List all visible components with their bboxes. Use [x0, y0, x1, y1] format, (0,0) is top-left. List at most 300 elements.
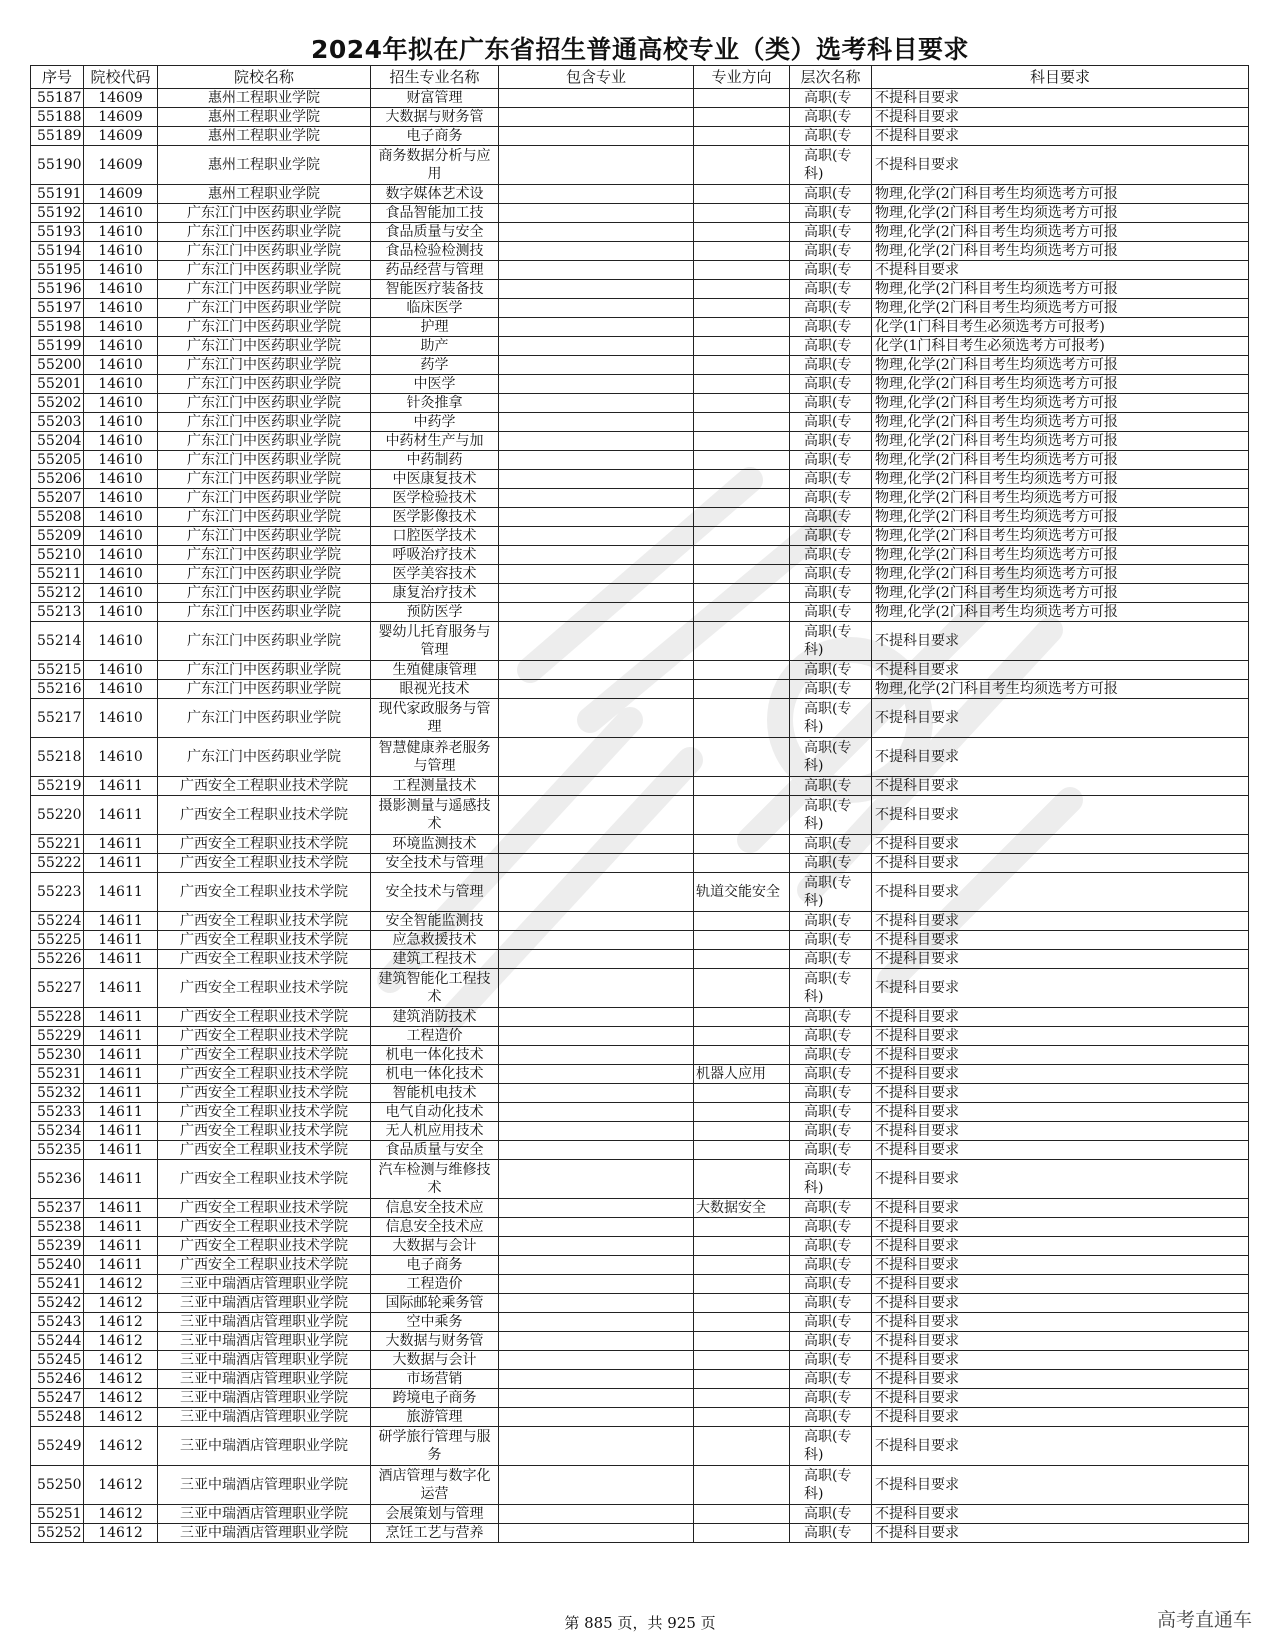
- cell-major: 烹饪工艺与营养: [371, 1524, 499, 1543]
- cell-seq: 55249: [31, 1427, 84, 1466]
- cell-include: [499, 969, 694, 1008]
- cell-direction: [694, 108, 790, 127]
- cell-code: 14611: [84, 1256, 158, 1275]
- cell-subject: 不提科目要求: [872, 738, 1249, 777]
- cell-school: 三亚中瑞酒店管理职业学院: [158, 1524, 371, 1543]
- cell-subject: 不提科目要求: [872, 1370, 1249, 1389]
- cell-code: 14612: [84, 1294, 158, 1313]
- requirements-table: [30, 65, 1249, 1543]
- cell-major: 中药材生产与加: [371, 432, 499, 451]
- cell-include: [499, 1351, 694, 1370]
- cell-school: 广东江门中医药职业学院: [158, 299, 371, 318]
- cell-include: [499, 1008, 694, 1027]
- cell-direction: [694, 451, 790, 470]
- cell-direction: [694, 299, 790, 318]
- table-row: [31, 527, 1249, 546]
- cell-direction: [694, 1408, 790, 1427]
- table-row: [31, 931, 1249, 950]
- cell-level: 高职(专: [790, 89, 872, 108]
- cell-school: 广东江门中医药职业学院: [158, 508, 371, 527]
- cell-code: 14610: [84, 261, 158, 280]
- cell-subject: 物理,化学(2门科目考生均须选考方可报: [872, 584, 1249, 603]
- table-row: [31, 661, 1249, 680]
- table-row: [31, 622, 1249, 661]
- cell-seq: 55233: [31, 1103, 84, 1122]
- cell-seq: 55223: [31, 873, 84, 912]
- cell-school: 三亚中瑞酒店管理职业学院: [158, 1505, 371, 1524]
- cell-seq: 55188: [31, 108, 84, 127]
- cell-seq: 55250: [31, 1466, 84, 1505]
- cell-subject: 不提科目要求: [872, 1256, 1249, 1275]
- cell-major: 口腔医学技术: [371, 527, 499, 546]
- cell-code: 14612: [84, 1389, 158, 1408]
- cell-code: 14611: [84, 854, 158, 873]
- cell-major: 信息安全技术应: [371, 1218, 499, 1237]
- cell-code: 14612: [84, 1370, 158, 1389]
- cell-code: 14612: [84, 1466, 158, 1505]
- cell-seq: 55217: [31, 699, 84, 738]
- cell-subject: 物理,化学(2门科目考生均须选考方可报: [872, 680, 1249, 699]
- table-row: [31, 835, 1249, 854]
- cell-level: 高职(专: [790, 1313, 872, 1332]
- table-row: [31, 1313, 1249, 1332]
- cell-code: 14610: [84, 242, 158, 261]
- cell-seq: 55192: [31, 204, 84, 223]
- cell-include: [499, 796, 694, 835]
- cell-level: 高职(专: [790, 337, 872, 356]
- cell-major: 食品智能加工技: [371, 204, 499, 223]
- cell-major: 智能机电技术: [371, 1084, 499, 1103]
- cell-major: 旅游管理: [371, 1408, 499, 1427]
- cell-school: 广东江门中医药职业学院: [158, 356, 371, 375]
- cell-subject: 不提科目要求: [872, 261, 1249, 280]
- cell-include: [499, 394, 694, 413]
- cell-level: 高职(专: [790, 931, 872, 950]
- table-row: [31, 432, 1249, 451]
- header-code: 院校代码: [84, 66, 158, 89]
- cell-subject: 物理,化学(2门科目考生均须选考方可报: [872, 489, 1249, 508]
- cell-direction: 机器人应用: [694, 1065, 790, 1084]
- cell-level: 高职(专: [790, 127, 872, 146]
- cell-subject: 不提科目要求: [872, 1065, 1249, 1084]
- cell-subject: 不提科目要求: [872, 1141, 1249, 1160]
- cell-major: 中药学: [371, 413, 499, 432]
- cell-code: 14610: [84, 299, 158, 318]
- cell-include: [499, 127, 694, 146]
- cell-subject: 不提科目要求: [872, 1351, 1249, 1370]
- cell-code: 14611: [84, 1218, 158, 1237]
- cell-seq: 55220: [31, 796, 84, 835]
- cell-include: [499, 1313, 694, 1332]
- cell-include: [499, 1027, 694, 1046]
- cell-seq: 55227: [31, 969, 84, 1008]
- cell-code: 14611: [84, 912, 158, 931]
- cell-include: [499, 1046, 694, 1065]
- table-row: [31, 1084, 1249, 1103]
- cell-major: 会展策划与管理: [371, 1505, 499, 1524]
- cell-level: 高职(专: [790, 489, 872, 508]
- cell-level: 高职(专: [790, 413, 872, 432]
- cell-major: 大数据与财务管: [371, 1332, 499, 1351]
- cell-direction: [694, 1218, 790, 1237]
- cell-level: 高职(专: [790, 108, 872, 127]
- cell-direction: [694, 337, 790, 356]
- table-row: [31, 489, 1249, 508]
- header-subject: 科目要求: [872, 66, 1249, 89]
- cell-code: 14609: [84, 146, 158, 185]
- cell-direction: [694, 318, 790, 337]
- cell-direction: [694, 1275, 790, 1294]
- table-row: [31, 912, 1249, 931]
- cell-include: [499, 1141, 694, 1160]
- cell-code: 14612: [84, 1524, 158, 1543]
- cell-school: 广西安全工程职业技术学院: [158, 1084, 371, 1103]
- cell-level: 高职(专: [790, 1505, 872, 1524]
- cell-subject: 不提科目要求: [872, 1427, 1249, 1466]
- cell-level: 高职(专: [790, 508, 872, 527]
- cell-major: 呼吸治疗技术: [371, 546, 499, 565]
- cell-subject: 不提科目要求: [872, 1332, 1249, 1351]
- cell-seq: 55219: [31, 777, 84, 796]
- cell-subject: 化学(1门科目考生必须选考方可报考): [872, 318, 1249, 337]
- cell-include: [499, 546, 694, 565]
- header-school: 院校名称: [158, 66, 371, 89]
- cell-major: 机电一体化技术: [371, 1046, 499, 1065]
- cell-code: 14610: [84, 489, 158, 508]
- cell-level: 高职(专: [790, 1256, 872, 1275]
- cell-direction: [694, 1256, 790, 1275]
- cell-direction: [694, 661, 790, 680]
- table-row: [31, 1199, 1249, 1218]
- cell-include: [499, 1103, 694, 1122]
- cell-subject: 物理,化学(2门科目考生均须选考方可报: [872, 432, 1249, 451]
- cell-subject: 不提科目要求: [872, 969, 1249, 1008]
- cell-code: 14610: [84, 699, 158, 738]
- cell-major: 信息安全技术应: [371, 1199, 499, 1218]
- cell-direction: [694, 1524, 790, 1543]
- cell-code: 14612: [84, 1408, 158, 1427]
- cell-level: 高职(专: [790, 261, 872, 280]
- cell-seq: 55216: [31, 680, 84, 699]
- cell-code: 14611: [84, 1103, 158, 1122]
- cell-level: 高职(专科): [790, 699, 872, 738]
- table-row: [31, 261, 1249, 280]
- cell-direction: [694, 489, 790, 508]
- cell-direction: [694, 546, 790, 565]
- cell-major: 安全智能监测技: [371, 912, 499, 931]
- table-row: [31, 299, 1249, 318]
- cell-subject: 物理,化学(2门科目考生均须选考方可报: [872, 470, 1249, 489]
- table-row: [31, 1294, 1249, 1313]
- cell-seq: 55212: [31, 584, 84, 603]
- cell-school: 广东江门中医药职业学院: [158, 622, 371, 661]
- cell-major: 中药制药: [371, 451, 499, 470]
- cell-major: 汽车检测与维修技术: [371, 1160, 499, 1199]
- cell-level: 高职(专: [790, 777, 872, 796]
- cell-school: 广东江门中医药职业学院: [158, 318, 371, 337]
- cell-include: [499, 1332, 694, 1351]
- cell-subject: 不提科目要求: [872, 661, 1249, 680]
- cell-direction: [694, 1122, 790, 1141]
- cell-major: 国际邮轮乘务管: [371, 1294, 499, 1313]
- cell-subject: 不提科目要求: [872, 1008, 1249, 1027]
- cell-major: 电气自动化技术: [371, 1103, 499, 1122]
- cell-subject: 不提科目要求: [872, 1027, 1249, 1046]
- cell-major: 护理: [371, 318, 499, 337]
- cell-direction: [694, 565, 790, 584]
- cell-major: 智能医疗装备技: [371, 280, 499, 299]
- cell-level: 高职(专: [790, 1351, 872, 1370]
- cell-seq: 55225: [31, 931, 84, 950]
- cell-subject: 不提科目要求: [872, 1237, 1249, 1256]
- cell-subject: 不提科目要求: [872, 1122, 1249, 1141]
- cell-school: 广东江门中医药职业学院: [158, 489, 371, 508]
- cell-code: 14610: [84, 451, 158, 470]
- cell-seq: 55194: [31, 242, 84, 261]
- table-row: [31, 1046, 1249, 1065]
- cell-direction: [694, 931, 790, 950]
- cell-direction: [694, 356, 790, 375]
- cell-subject: 不提科目要求: [872, 127, 1249, 146]
- cell-code: 14611: [84, 796, 158, 835]
- cell-major: 电子商务: [371, 127, 499, 146]
- cell-subject: 物理,化学(2门科目考生均须选考方可报: [872, 413, 1249, 432]
- cell-level: 高职(专: [790, 1524, 872, 1543]
- cell-include: [499, 318, 694, 337]
- cell-seq: 55200: [31, 356, 84, 375]
- cell-direction: [694, 1313, 790, 1332]
- cell-subject: 物理,化学(2门科目考生均须选考方可报: [872, 451, 1249, 470]
- cell-school: 广西安全工程职业技术学院: [158, 796, 371, 835]
- cell-include: [499, 1294, 694, 1313]
- cell-school: 三亚中瑞酒店管理职业学院: [158, 1466, 371, 1505]
- cell-code: 14609: [84, 185, 158, 204]
- cell-seq: 55196: [31, 280, 84, 299]
- cell-code: 14610: [84, 680, 158, 699]
- cell-subject: 不提科目要求: [872, 1046, 1249, 1065]
- header-include: 包含专业: [499, 66, 694, 89]
- cell-seq: 55226: [31, 950, 84, 969]
- cell-direction: [694, 680, 790, 699]
- cell-major: 建筑消防技术: [371, 1008, 499, 1027]
- cell-school: 广西安全工程职业技术学院: [158, 950, 371, 969]
- cell-seq: 55214: [31, 622, 84, 661]
- cell-school: 广西安全工程职业技术学院: [158, 1046, 371, 1065]
- cell-include: [499, 854, 694, 873]
- cell-school: 广东江门中医药职业学院: [158, 394, 371, 413]
- table-row: [31, 356, 1249, 375]
- cell-major: 食品质量与安全: [371, 223, 499, 242]
- header-seq: 序号: [31, 66, 84, 89]
- cell-code: 14610: [84, 508, 158, 527]
- cell-subject: 物理,化学(2门科目考生均须选考方可报: [872, 394, 1249, 413]
- cell-subject: 物理,化学(2门科目考生均须选考方可报: [872, 603, 1249, 622]
- cell-level: 高职(专: [790, 242, 872, 261]
- cell-subject: 不提科目要求: [872, 950, 1249, 969]
- cell-code: 14611: [84, 777, 158, 796]
- cell-seq: 55193: [31, 223, 84, 242]
- cell-direction: [694, 699, 790, 738]
- cell-seq: 55252: [31, 1524, 84, 1543]
- cell-direction: [694, 950, 790, 969]
- cell-subject: 物理,化学(2门科目考生均须选考方可报: [872, 242, 1249, 261]
- cell-level: 高职(专: [790, 375, 872, 394]
- cell-level: 高职(专: [790, 661, 872, 680]
- cell-code: 14610: [84, 280, 158, 299]
- cell-code: 14610: [84, 546, 158, 565]
- cell-seq: 55191: [31, 185, 84, 204]
- cell-level: 高职(专: [790, 835, 872, 854]
- cell-school: 广西安全工程职业技术学院: [158, 1027, 371, 1046]
- cell-seq: 55236: [31, 1160, 84, 1199]
- cell-school: 广东江门中医药职业学院: [158, 413, 371, 432]
- cell-school: 广西安全工程职业技术学院: [158, 1256, 371, 1275]
- cell-major: 中医康复技术: [371, 470, 499, 489]
- cell-seq: 55241: [31, 1275, 84, 1294]
- cell-seq: 55210: [31, 546, 84, 565]
- cell-level: 高职(专: [790, 912, 872, 931]
- cell-level: 高职(专科): [790, 146, 872, 185]
- cell-level: 高职(专科): [790, 873, 872, 912]
- cell-major: 药学: [371, 356, 499, 375]
- cell-direction: [694, 777, 790, 796]
- cell-subject: 不提科目要求: [872, 1218, 1249, 1237]
- table-row: [31, 950, 1249, 969]
- cell-code: 14610: [84, 394, 158, 413]
- table-row: [31, 337, 1249, 356]
- cell-level: 高职(专: [790, 527, 872, 546]
- cell-code: 14611: [84, 969, 158, 1008]
- cell-subject: 不提科目要求: [872, 1084, 1249, 1103]
- table-row: [31, 1389, 1249, 1408]
- cell-direction: [694, 854, 790, 873]
- cell-school: 惠州工程职业学院: [158, 89, 371, 108]
- cell-include: [499, 1160, 694, 1199]
- cell-level: 高职(专: [790, 394, 872, 413]
- cell-subject: 不提科目要求: [872, 1466, 1249, 1505]
- cell-school: 广东江门中医药职业学院: [158, 451, 371, 470]
- cell-level: 高职(专科): [790, 1160, 872, 1199]
- cell-code: 14610: [84, 622, 158, 661]
- cell-subject: 不提科目要求: [872, 1103, 1249, 1122]
- cell-major: 空中乘务: [371, 1313, 499, 1332]
- cell-level: 高职(专: [790, 1141, 872, 1160]
- cell-direction: [694, 1027, 790, 1046]
- table-row: [31, 603, 1249, 622]
- cell-include: [499, 1084, 694, 1103]
- cell-include: [499, 451, 694, 470]
- cell-level: 高职(专: [790, 1199, 872, 1218]
- cell-code: 14609: [84, 127, 158, 146]
- cell-level: 高职(专: [790, 1065, 872, 1084]
- cell-school: 广东江门中医药职业学院: [158, 661, 371, 680]
- cell-code: 14610: [84, 337, 158, 356]
- cell-school: 广西安全工程职业技术学院: [158, 1237, 371, 1256]
- cell-direction: [694, 127, 790, 146]
- cell-seq: 55199: [31, 337, 84, 356]
- cell-direction: [694, 1103, 790, 1122]
- cell-direction: [694, 413, 790, 432]
- cell-include: [499, 1122, 694, 1141]
- cell-include: [499, 622, 694, 661]
- table-row: [31, 738, 1249, 777]
- cell-code: 14609: [84, 108, 158, 127]
- cell-direction: [694, 1389, 790, 1408]
- table-row: [31, 1218, 1249, 1237]
- cell-school: 广东江门中医药职业学院: [158, 432, 371, 451]
- cell-include: [499, 1256, 694, 1275]
- cell-level: 高职(专: [790, 584, 872, 603]
- cell-major: 建筑工程技术: [371, 950, 499, 969]
- cell-level: 高职(专: [790, 950, 872, 969]
- cell-major: 临床医学: [371, 299, 499, 318]
- header-level: 层次名称: [790, 66, 872, 89]
- cell-include: [499, 565, 694, 584]
- cell-level: 高职(专科): [790, 1427, 872, 1466]
- cell-school: 三亚中瑞酒店管理职业学院: [158, 1370, 371, 1389]
- cell-seq: 55238: [31, 1218, 84, 1237]
- header-direction: 专业方向: [694, 66, 790, 89]
- cell-include: [499, 1370, 694, 1389]
- cell-school: 广东江门中医药职业学院: [158, 680, 371, 699]
- cell-direction: [694, 1008, 790, 1027]
- cell-major: 智慧健康养老服务与管理: [371, 738, 499, 777]
- cell-school: 广西安全工程职业技术学院: [158, 931, 371, 950]
- cell-direction: [694, 508, 790, 527]
- table-row: [31, 1065, 1249, 1084]
- cell-include: [499, 1218, 694, 1237]
- cell-major: 建筑智能化工程技术: [371, 969, 499, 1008]
- cell-level: 高职(专: [790, 204, 872, 223]
- cell-direction: [694, 835, 790, 854]
- page-footer: 第 885 页，共 925 页: [564, 1614, 716, 1632]
- cell-include: [499, 912, 694, 931]
- cell-level: 高职(专: [790, 185, 872, 204]
- cell-direction: [694, 1505, 790, 1524]
- cell-school: 广东江门中医药职业学院: [158, 565, 371, 584]
- cell-include: [499, 261, 694, 280]
- brand-label: 高考直通车: [1156, 1609, 1252, 1631]
- cell-seq: 55207: [31, 489, 84, 508]
- cell-subject: 不提科目要求: [872, 796, 1249, 835]
- cell-direction: [694, 1370, 790, 1389]
- cell-subject: 不提科目要求: [872, 1160, 1249, 1199]
- cell-code: 14609: [84, 89, 158, 108]
- table-row: [31, 1122, 1249, 1141]
- cell-code: 14612: [84, 1332, 158, 1351]
- table-row: [31, 796, 1249, 835]
- cell-code: 14611: [84, 1008, 158, 1027]
- cell-level: 高职(专: [790, 1218, 872, 1237]
- cell-seq: 55232: [31, 1084, 84, 1103]
- table-row: [31, 375, 1249, 394]
- cell-major: 机电一体化技术: [371, 1065, 499, 1084]
- cell-code: 14610: [84, 204, 158, 223]
- cell-seq: 55218: [31, 738, 84, 777]
- cell-direction: [694, 280, 790, 299]
- table-row: [31, 1141, 1249, 1160]
- cell-school: 三亚中瑞酒店管理职业学院: [158, 1408, 371, 1427]
- cell-level: 高职(专科): [790, 969, 872, 1008]
- cell-seq: 55231: [31, 1065, 84, 1084]
- cell-major: 市场营销: [371, 1370, 499, 1389]
- cell-seq: 55201: [31, 375, 84, 394]
- cell-subject: 不提科目要求: [872, 1275, 1249, 1294]
- table-row: [31, 1466, 1249, 1505]
- cell-direction: [694, 1141, 790, 1160]
- cell-school: 三亚中瑞酒店管理职业学院: [158, 1275, 371, 1294]
- cell-level: 高职(专: [790, 1332, 872, 1351]
